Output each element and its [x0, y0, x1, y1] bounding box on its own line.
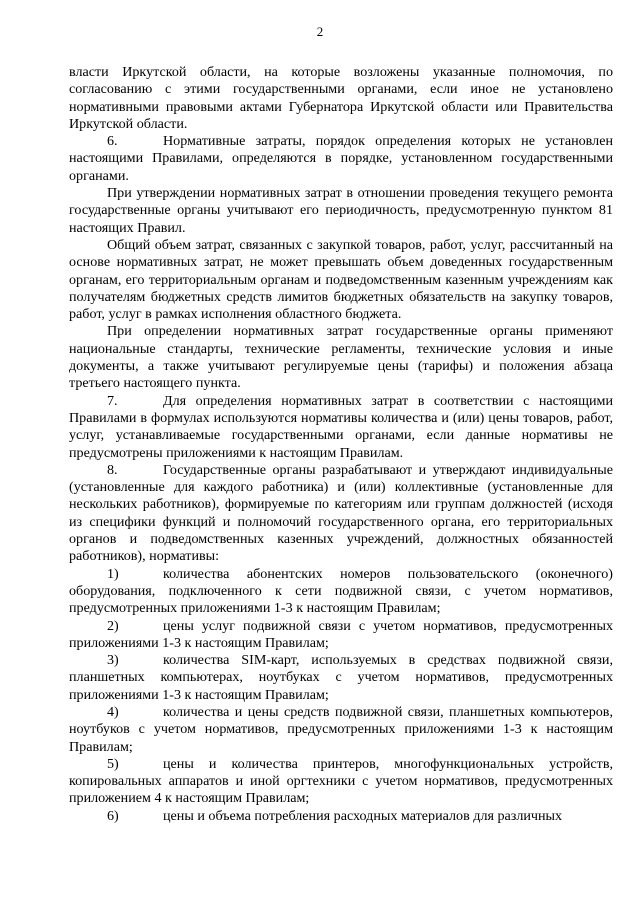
paragraph-item-6	[69, 133, 613, 185]
item-number: 8.	[107, 461, 118, 478]
paragraph-text: При утверждении нормативных затрат в отношении проведения текущего ремонта государственные органы учитывают его периодичность, предусмотренную пунктом 81 настоящих Правил.	[69, 185, 613, 236]
item-number: 6.	[107, 133, 118, 150]
subitem-1	[69, 566, 613, 618]
document-body	[69, 64, 613, 825]
subitem-number: 2)	[107, 617, 119, 634]
paragraph-text: При определении нормативных затрат государственные органы применяют национальные стандарты, технические регламенты, технические условия и иные документы, а также учитывают регулируемые цены (тарифы) и положения абзаца третьего настоящего пункта.	[69, 323, 613, 392]
subitem-6	[69, 808, 613, 825]
paragraph-continuation	[69, 64, 613, 133]
paragraph-text: Нормативные затраты, порядок определения которых не установлен настоящими Правилами, определяются в порядке, установленном государственными органами.	[69, 133, 613, 184]
paragraph-text: власти Иркутской области, на которые возложены указанные полномочия, по согласованию с этими государственными органами, если иное не установлено нормативными правовыми актами Губернатора Иркутской области или Правительства Иркутской области.	[69, 64, 613, 132]
subitem-number: 5)	[107, 755, 119, 772]
subitem-number: 1)	[107, 565, 119, 582]
subitem-2	[69, 618, 613, 653]
paragraph-text: цены и объема потребления расходных материалов для различных	[163, 807, 563, 824]
subitem-number: 6)	[107, 807, 119, 824]
paragraph	[69, 323, 613, 392]
paragraph-text: Государственные органы разрабатывают и утверждают индивидуальные (установленные для каждого работника) и (или) коллективные (установленные для нескольких работников), формируемые по категориям или группам должностей (исходя из специфики функций и полномочий государственного органа, его территориальных органов и подведомственных казенных учреждений, должностных обязанностей работников), нормативы:	[69, 461, 613, 565]
paragraph-text: цены и количества принтеров, многофункциональных устройств, копировальных аппаратов и иной оргтехники с учетом нормативов, предусмотренных приложением 4 к настоящим Правилам;	[69, 755, 613, 807]
page-number: 2	[316, 24, 324, 39]
paragraph	[69, 237, 613, 323]
paragraph	[69, 185, 613, 237]
subitem-number: 4)	[107, 703, 119, 720]
subitem-4	[69, 704, 613, 756]
subitem-number: 3)	[107, 652, 119, 669]
paragraph-text: количества SIM-карт, используемых в средствах подвижной связи, планшетных компьютерах, ноутбуках с учетом нормативов, предусмотренных приложениями 1-3 к настоящим Правилам;	[69, 652, 613, 703]
paragraph-text: Для определения нормативных затрат в соответствии с настоящими Правилами в формулах используются нормативы количества и (или) цены товаров, работ, услуг, устанавливаемые государственными органами, если данные нормативы не предусмотрены приложениями к настоящим Правилам.	[69, 392, 613, 461]
paragraph-text: количества абонентских номеров пользовательского (оконечного) оборудования, подключенного к сети подвижной связи, с учетом нормативов, предусмотренных приложениями 1-3 к настоящим Правилам;	[69, 565, 613, 617]
paragraph-text: Общий объем затрат, связанных с закупкой товаров, работ, услуг, рассчитанный на основе нормативных затрат, не может превышать объем доведенных государственным органам, его территориальным органам и подведомственным казенным учреждениям как получателям бюджетных средств лимитов бюджетных обязательств на закупку товаров, работ, услуг в рамках исполнения областного бюджета.	[69, 236, 613, 323]
paragraph-item-8	[69, 462, 613, 566]
item-number: 7.	[107, 392, 118, 409]
subitem-3	[69, 652, 613, 704]
paragraph-item-7	[69, 393, 613, 462]
paragraph-text: количества и цены средств подвижной связи, планшетных компьютеров, ноутбуков с учетом нормативов, предусмотренных приложениями 1-3 к настоящим Правилам;	[69, 703, 613, 755]
paragraph-text: цены услуг подвижной связи с учетом нормативов, предусмотренных приложениями 1-3 к настоящим Правилам;	[69, 617, 613, 651]
subitem-5	[69, 756, 613, 808]
